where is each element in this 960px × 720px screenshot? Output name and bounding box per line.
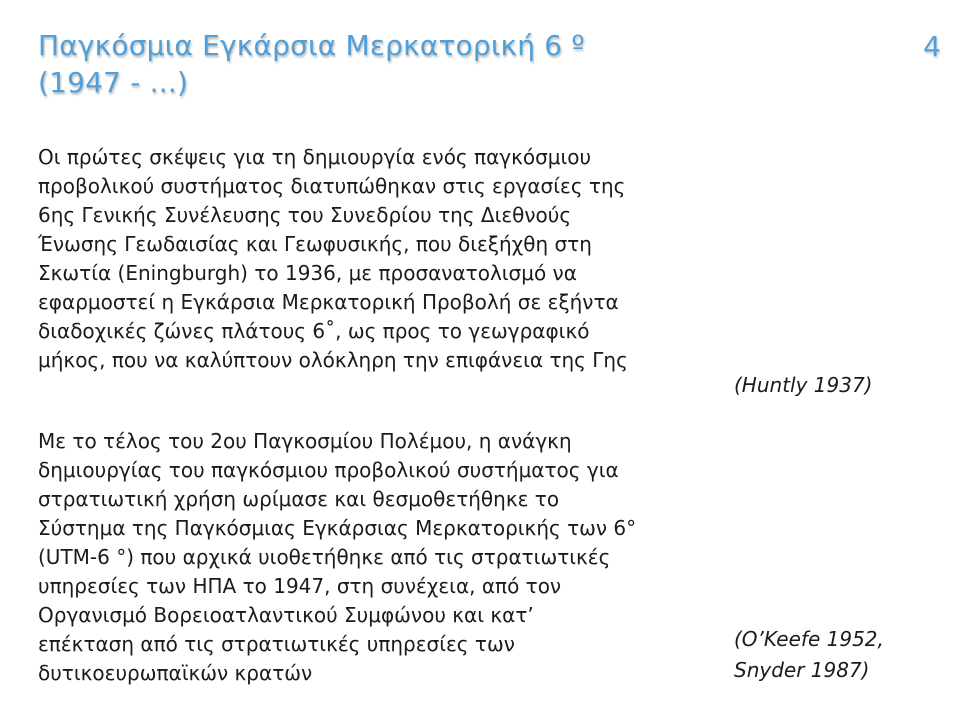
title-line: Παγκόσμια Εγκάρσια Μερκατορική 6 º [38,29,585,62]
paragraph [38,427,728,688]
slide-title [38,27,658,101]
paragraph-line: Με το τέλος του 2ου Παγκοσμίου Πολέμου, η ανάγκη [38,429,572,453]
paragraph-line: Οργανισμό Βορειοατλαντικού Συμφώνου και κατ’ [38,603,534,627]
paragraph-line: Οι πρώτες σκέψεις για τη δημιουργία ενός παγκόσμιου [38,145,592,169]
citation [734,370,873,401]
paragraph-line: δημιουργίας του παγκόσμιου προβολικού συστήματος για [38,458,619,482]
paragraph-line: Ένωσης Γεωδαισίας και Γεωφυσικής, που διεξήχθη στη [38,232,592,256]
paragraph-line: μήκος, που να καλύπτουν ολόκληρη την επιφάνεια της Γης [38,348,628,372]
paragraph-line: (UTM-6 °) που αρχικά υιοθετήθηκε από τις στρατιωτικές [38,545,611,569]
paragraph-line: υπηρεσίες των ΗΠΑ το 1947, στη συνέχεια, από τον [38,574,562,598]
citation [734,624,884,686]
paragraph-line: δυτικοευρωπαϊκών κρατών [38,661,313,685]
citation-line: (Huntly 1937) [734,373,873,397]
paragraph-line: στρατιωτική χρήση ωρίμασε και θεσμοθετήθηκε το [38,487,560,511]
paragraph-line: εφαρμοστεί η Εγκάρσια Μερκατορική Προβολή σε εξήντα [38,290,619,314]
paragraph-line: επέκταση από τις στρατιωτικές υπηρεσίες των [38,632,515,656]
citation-line: Snyder 1987) [734,658,870,682]
title-line: (1947 - ...) [38,66,189,99]
paragraph-line: 6ης Γενικής Συνέλευσης του Συνεδρίου της Διεθνούς [38,203,572,227]
page-number: 4 [923,30,941,63]
paragraph-line: Σκωτία (Eningburgh) το 1936, με προσανατολισμό να [38,261,577,285]
paragraph [38,143,728,375]
paragraph-line: προβολικού συστήματος διατυπώθηκαν στις εργασίες της [38,174,626,198]
citation-line: (O’Keefe 1952, [734,627,884,651]
paragraph-line: Σύστημα της Παγκόσμιας Εγκάρσιας Μερκατορικής των 6° [38,516,637,540]
paragraph-line: διαδοχικές ζώνες πλάτους 6˚, ως προς το γεωγραφικό [38,319,590,343]
